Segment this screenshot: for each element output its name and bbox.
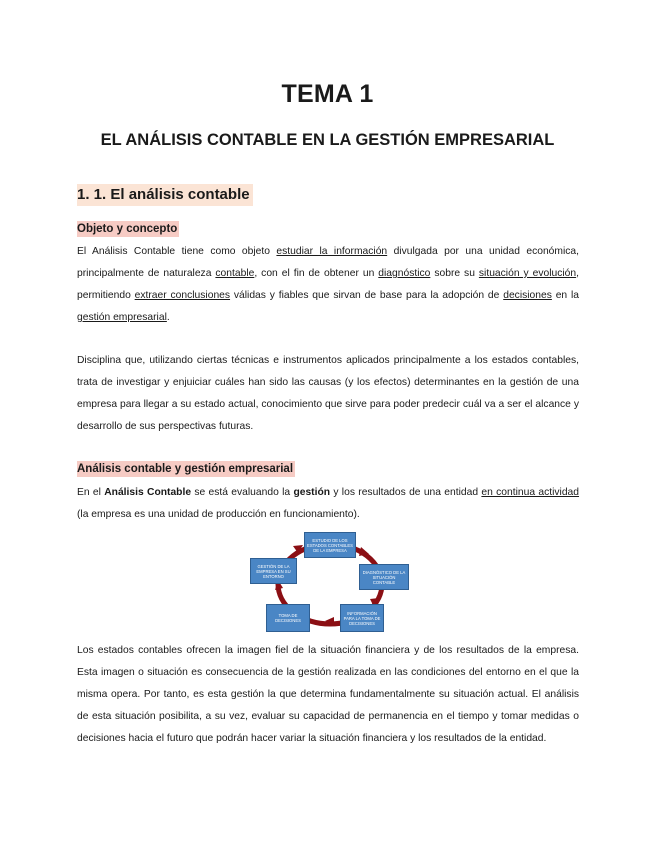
text-run: En el [77,487,105,498]
text-run: , con el fin de obtener un [254,268,379,279]
underlined-term: contable [215,268,255,279]
text-run: , permitiendo [77,268,580,301]
text-run: y los resultados de una entidad [330,487,482,498]
paragraph-objeto-1 [77,241,579,329]
underlined-term: extraer conclusiones [134,290,231,301]
underlined-term: en continua actividad [481,487,580,498]
text-run: en la [551,290,579,301]
bold-term: gestión [293,487,331,498]
cycle-node-estudio: ESTUDIO DE LOS ESTADOS CONTABLES DE LA EMPRESA [304,532,356,558]
page-title: TEMA 1 [281,80,374,108]
underlined-term: situación y evolución [478,268,577,279]
cycle-node-diagnostico: DIAGNÓSTICO DE LA SITUACIÓN CONTABLE [359,564,409,590]
underlined-term: diagnóstico [378,268,431,279]
paragraph-gestion-1 [77,482,579,526]
cycle-node-gestion: GESTIÓN DE LA EMPRESA EN SU ENTORNO [250,558,297,584]
text-run: sobre su [430,268,479,279]
page-subtitle: EL ANÁLISIS CONTABLE EN LA GESTIÓN EMPRESARIAL [100,131,555,149]
subsection-heading-objeto: Objeto y concepto [77,223,178,235]
subsection-heading-gestion: Análisis contable y gestión empresarial [77,463,294,475]
section-heading: 1. 1. El análisis contable [77,184,253,206]
underlined-term: gestión empresarial [77,312,167,323]
paragraph-gestion-2: Los estados contables ofrecen la imagen fiel de la situación financiera y de los resultados de la empresa. Esta imagen o situación es consecuencia de la gestión realizada en las condiciones del entorno en el que la misma opera. Por tanto, es esta gestión la que determina fundamentalmente su situación actual. El análisis de esta situación posibilita, a su vez, evaluar su capacidad de permanencia en el tiempo y tomar medidas o decisiones hacia el futuro que podrán hacer variar la situación financiera y los resultados de la entidad. [77,645,579,744]
text-run: divulgada por una unidad económica, principalmente de naturaleza [77,246,580,279]
bold-term: Análisis Contable [104,487,192,498]
underlined-term: estudiar la información [276,246,388,257]
text-run: . [166,312,170,323]
text-run: (la empresa es una unidad de producción en funcionamiento). [77,509,360,520]
cycle-node-informacion: INFORMACIÓN PARA LA TOMA DE DECISIONES [340,604,384,632]
cycle-node-toma-decisiones: TOMA DE DECISIONES [266,604,310,632]
text-run: válidas y fiables que sirvan de base para la adopción de [230,290,504,301]
text-run: se está evaluando la [191,487,294,498]
underlined-term: decisiones [503,290,552,301]
paragraph-objeto-2: Disciplina que, utilizando ciertas técnicas e instrumentos aplicados principalmente a los estados contables, trata de investigar y enjuiciar cuáles han sido las causas (y los efectos) determinantes en la gestión de una empresa para llegar a su estado actual, conocimiento que sirve para poder predecir cuál va a ser el alcance y desarrollo de sus perspectivas futuras. [77,355,579,432]
cycle-diagram [248,532,411,636]
text-run: El Análisis Contable tiene como objeto [77,246,277,257]
